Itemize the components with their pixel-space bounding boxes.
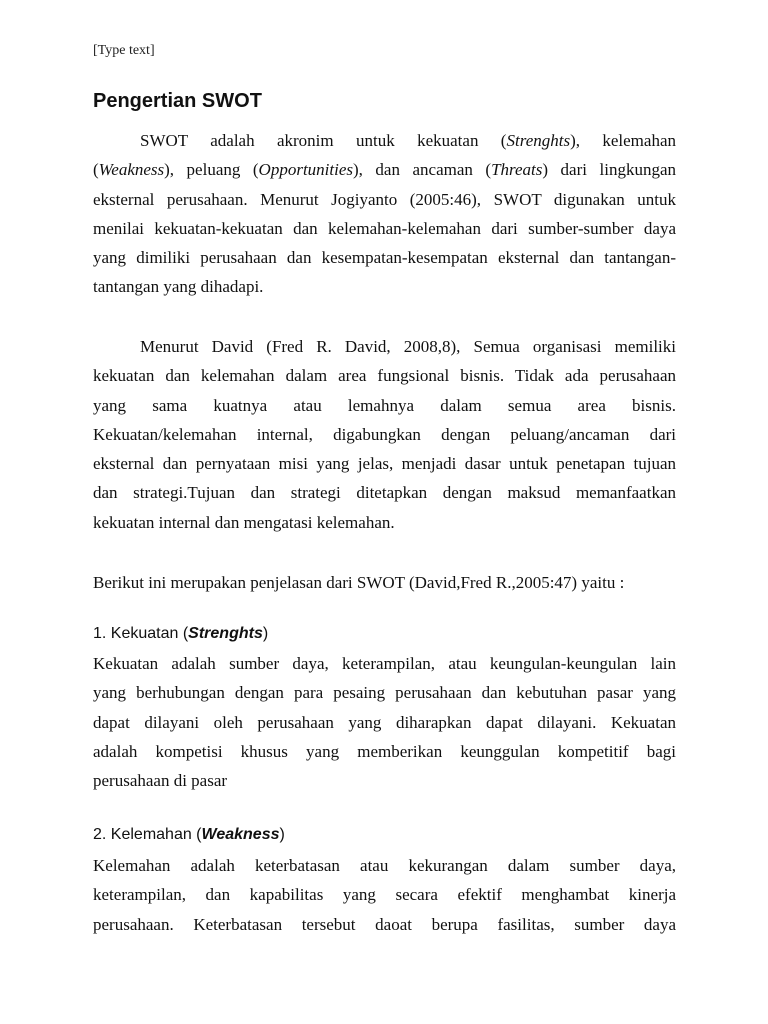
paragraph-line: adalah kompetisi khusus yang memberikan keunggulan kompetitif bagi	[93, 741, 676, 761]
page-title: Pengertian SWOT	[93, 90, 262, 112]
heading-text: )	[279, 826, 285, 843]
heading-term: Strenghts	[188, 625, 263, 642]
heading-term: Weakness	[201, 826, 280, 843]
paragraph-line: kekuatan dan kelemahan dalam area fungsional bisnis. Tidak ada perusahaan	[93, 366, 676, 386]
paragraph-line	[93, 155, 676, 184]
paragraph-swot-definition	[93, 126, 676, 302]
paragraph-line: eksternal perusahaan. Menurut Jogiyanto (2005:46), SWOT digunakan untuk	[93, 189, 676, 209]
text-run: ), dan ancaman (	[353, 160, 492, 180]
header-placeholder[interactable]: [Type text]	[93, 43, 155, 58]
paragraph-line: tantangan yang dihadapi.	[93, 277, 264, 297]
heading-text: 1. Kekuatan (	[93, 625, 189, 642]
paragraph-line: yang berhubungan dengan para pesaing perusahaan dan kebutuhan pasar yang	[93, 683, 676, 703]
paragraph-line: dapat dilayani oleh perusahaan yang diharapkan dapat dilayani. Kekuatan	[93, 712, 676, 732]
paragraph-line: yang dimiliki perusahaan dan kesempatan-kesempatan eksternal dan tantangan-	[93, 248, 676, 268]
text-run: ), kelemahan	[570, 131, 676, 150]
text-run: (	[93, 160, 99, 180]
term-strengths: Strenghts	[506, 131, 571, 150]
paragraph-line: yang sama kuatnya atau lemahnya dalam semua area bisnis.	[93, 395, 676, 415]
paragraph-line: perusahaan di pasar	[93, 771, 228, 791]
section-heading-strengths	[93, 625, 268, 643]
paragraph-line: Kelemahan adalah keterbatasan atau kekurangan dalam sumber daya,	[93, 856, 676, 875]
paragraph-strengths	[93, 649, 676, 795]
text-run: ) dari lingkungan	[542, 160, 676, 180]
paragraph-line: dan strategi.Tujuan dan strategi ditetapkan dengan maksud memanfaatkan	[93, 483, 676, 503]
term-weakness: Weakness	[98, 160, 165, 180]
paragraph-line	[93, 126, 676, 155]
term-opportunities: Opportunities	[258, 160, 353, 180]
paragraph-line: Kekuatan adalah sumber daya, keterampilan, atau keungulan-keungulan lain	[93, 654, 676, 673]
paragraph-line: keterampilan, dan kapabilitas yang secara efektif menghambat kinerja	[93, 885, 676, 905]
paragraph-line: kekuatan internal dan mengatasi kelemahan.	[93, 512, 395, 532]
paragraph-line: menilai kekuatan-kekuatan dan kelemahan-kelemahan dari sumber-sumber daya	[93, 218, 676, 238]
heading-text: )	[262, 625, 269, 642]
paragraph-david-quote	[93, 332, 676, 537]
text-run: ), peluang (	[164, 160, 259, 180]
term-threats: Threats	[491, 160, 543, 180]
text-run: SWOT adalah akronim untuk kekuatan (	[140, 131, 507, 150]
paragraph-line: Kekuatan/kelemahan internal, digabungkan dengan peluang/ancaman dari	[93, 424, 676, 444]
paragraph-weakness	[93, 851, 676, 939]
paragraph-intro-list: Berikut ini merupakan penjelasan dari SWOT (David,Fred R.,2005:47) yaitu :	[93, 573, 625, 592]
paragraph-line: Menurut David (Fred R. David, 2008,8), Semua organisasi memiliki	[140, 337, 676, 356]
paragraph-line: eksternal dan pernyataan misi yang jelas, menjadi dasar untuk penetapan tujuan	[93, 454, 676, 474]
paragraph-line: perusahaan. Keterbatasan tersebut daoat berupa fasilitas, sumber daya	[93, 914, 676, 934]
section-heading-weakness	[93, 826, 285, 844]
heading-text: 2. Kelemahan (	[93, 826, 202, 843]
